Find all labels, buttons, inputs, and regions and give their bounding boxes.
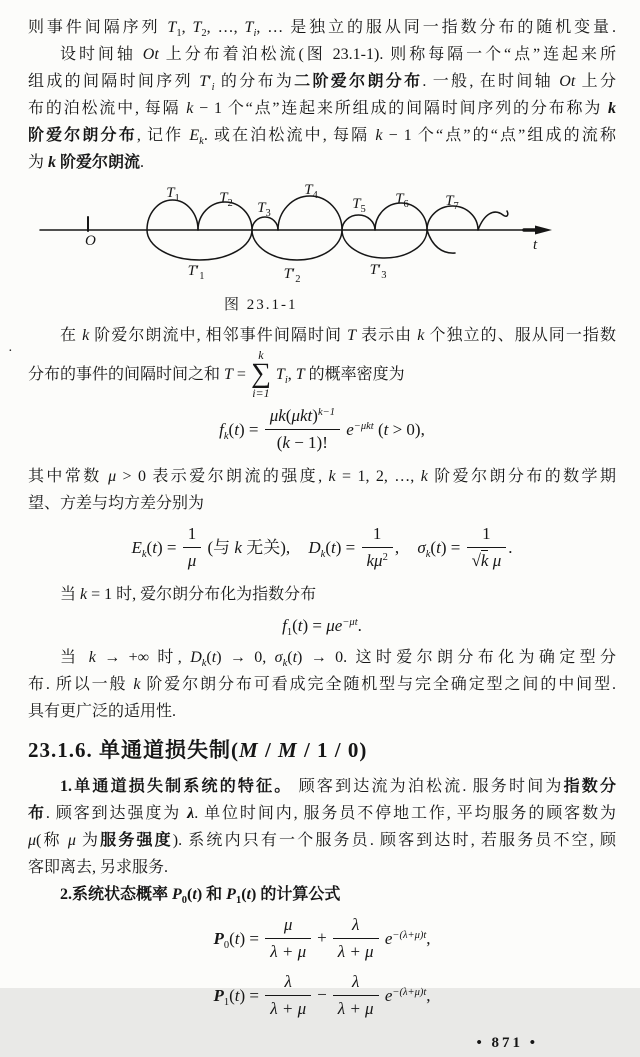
figure-label-t4: $T_4$ [304,182,318,201]
plus-operator: + [317,928,327,947]
fraction-denominator: $k\mu^2$ [366,551,388,570]
text-line: 客即离去, 另求服务. [28,859,169,876]
sigma-icon: ∑ [250,358,271,389]
stddev-term [417,524,512,574]
fraction [265,913,311,963]
term-lhs: $D_k(t)$ = [308,537,360,560]
figure-label-tprime3: $T'_3$ [369,262,387,281]
figure-caption: 图 23.1-1 [224,297,298,313]
arc-continuation-bottom [427,230,455,253]
formula-lhs: $f_k(t)$ = [219,419,263,442]
section-heading-23-1-6: 23.1.6. 单通道损失制(M / M / 1 / 0) [28,738,368,762]
term-tail: . [508,537,513,557]
formula-erlang-density [28,406,616,456]
figure-label-t1: $T_1$ [166,185,180,204]
fraction-denominator: (k − 1)! [276,433,328,452]
text-line: 布. 顾客到达强度为 λ. 单位时间内, 服务员不停地工作, 平均服务的顾客数为 [28,805,616,822]
minus-operator: − [317,985,327,1004]
arc-t4 [278,196,342,230]
fraction-numerator: $\mu k(\mu kt)^{k-1}$ [265,404,340,430]
fraction-denominator: λ + μ [270,999,307,1018]
summation-symbol [251,349,271,399]
fraction-numerator: λ [333,913,379,939]
term-lhs: $E_k(t)$ = [131,537,181,560]
fraction-numerator: 1 [183,522,202,548]
fraction [333,913,379,963]
text-line: 布的泊松流中, 每隔 k − 1 个“点”连起来所组成的间隔时间序列的分布称为 k [28,100,616,117]
fraction [265,970,311,1020]
paragraph-k-infinity [28,644,614,725]
text-line: 则事件间隔序列 $T_1$, $T_2$, …, $T_i$, … 是独立的服从同一指数分布的随机变量. [28,19,616,39]
fraction-numerator: λ [265,970,311,996]
fraction [333,970,379,1020]
fraction-numerator: λ [333,970,379,996]
fraction-numerator: 1 [467,522,507,548]
text-line: 布. 所以一般 k 阶爱尔朗分布可看成完全随机型与完全确定型之间的中间型. [28,676,616,693]
arc-t6 [375,203,427,230]
arc-tprime1 [147,230,252,260]
formula-lhs: $P_0(t)$ = [213,928,264,951]
arc-tprime2 [252,230,342,260]
figure-label-tprime1: $T'_1$ [187,263,205,282]
formula-exponential: $f_1(t) = \mu e^{-\mu t}$. [282,616,362,638]
fraction [183,522,202,572]
text-line: μ(称 μ 为服务强度). 系统内只有一个服务员. 顾客到达时, 若服务员不空, 顾 [28,832,616,849]
fraction [362,522,393,572]
sum-pre-text: 分布的事件的间隔时间之和 T = [28,365,246,383]
term-lhs: $\sigma_k(t)$ = [417,537,465,560]
formula-p1 [28,972,616,1022]
fraction-denominator: λ + μ [270,942,307,961]
arc-tprime3 [342,230,427,258]
fraction [265,404,340,454]
paragraph-system-characteristics [28,773,614,881]
fraction [467,522,507,572]
arc-continuation-top [478,211,508,230]
paragraph-erlang-parameters [28,463,614,517]
arc-t5 [342,215,375,230]
page-number: • 871 • [476,1035,538,1051]
figure-label-t3: $T_3$ [257,200,271,219]
fraction-denominator: λ + μ [337,999,374,1018]
paragraph-state-probabilities: 2.系统状态概率 $P_0(t)$ 和 $P_1(t)$ 的计算公式 [60,886,341,906]
arc-t2 [198,202,252,230]
text-line: 具有更广泛的适用性. [28,703,177,720]
fraction-denominator: λ + μ [337,942,374,961]
text-line: 当 k → +∞ 时, $D_k(t) \to 0$, $\sigma_k(t) \to 0$. 这时爱尔朗分布化为确定型分 [60,649,616,669]
text-line: 1.单通道损失制系统的特征。 顾客到达流为泊松流. 服务时间为指数分 [60,778,616,795]
text-line: 望、方差与均方差分别为 [28,495,205,512]
text-line: 设时间轴 Ot 上分布着泊松流(图 23.1-1). 则称每隔一个“点”连起来所 [60,46,616,63]
origin-label: O [85,233,96,249]
variance-term [308,524,399,574]
formula-lhs: $P_1(t)$ = [213,985,264,1008]
figure-label-t5: $T_5$ [352,196,366,215]
expectation-term [131,524,290,574]
sum-lower-limit: i=1 [252,386,270,400]
term-tail: (与 k 无关), [203,537,291,557]
sum-upper-limit: k [258,348,264,362]
axis-arrowhead [535,226,552,235]
text-line: 在 k 阶爱尔朗流中, 相邻事件间隔时间 T 表示由 k 个独立的、服从同一指数 [60,327,616,344]
fraction-numerator: 1 [362,522,393,548]
figure-label-t7: $T_7$ [445,193,459,212]
fraction-denominator: √k μ [471,551,502,570]
paragraph-erlang-definition [28,14,614,176]
formula-tail: $e^{-(\lambda+\mu)t}$, [380,985,431,1005]
fraction-numerator: μ [265,913,311,939]
formula-tail: $e^{-\mu kt}$ (t > 0), [341,419,425,439]
text-line: 组成的间隔时间序列 $T'_i$ 的分布为二阶爱尔朗分布. 一般, 在时间轴 Ot 上分 [28,73,616,93]
scan-artifact-dot: · [8,344,13,359]
figure-23-1-1 [28,180,616,322]
figure-label-t2: $T_2$ [219,190,233,209]
term-tail: , [394,537,400,557]
paragraph-erlang-density-intro [28,322,614,399]
formula-erlang-moments [28,524,616,574]
figure-label-tprime2: $T'_2$ [283,266,301,285]
sum-post-text: $T_i$, T 的概率密度为 [275,365,405,386]
text-line: 其中常数 μ > 0 表示爱尔朗流的强度, k = 1, 2, …, k 阶爱尔朗分布的数学期 [28,468,616,485]
text-line: 为 k 阶爱尔朗流. [28,154,145,171]
figure-label-t6: $T_6$ [395,191,409,210]
fraction-denominator: μ [187,551,197,570]
formula-p0 [28,915,616,965]
axis-label-t: t [533,237,538,253]
arc-t1 [147,200,198,230]
text-line-summation [28,349,616,399]
text-line: 阶爱尔朗分布, 记作 $E_k$. 或在泊松流中, 每隔 k − 1 个“点”的“点”组成的流称 [28,127,616,147]
paragraph-k-equals-1: 当 k = 1 时, 爱尔朗分布化为指数分布 [60,586,317,603]
formula-tail: $e^{-(\lambda+\mu)t}$, [380,928,431,948]
